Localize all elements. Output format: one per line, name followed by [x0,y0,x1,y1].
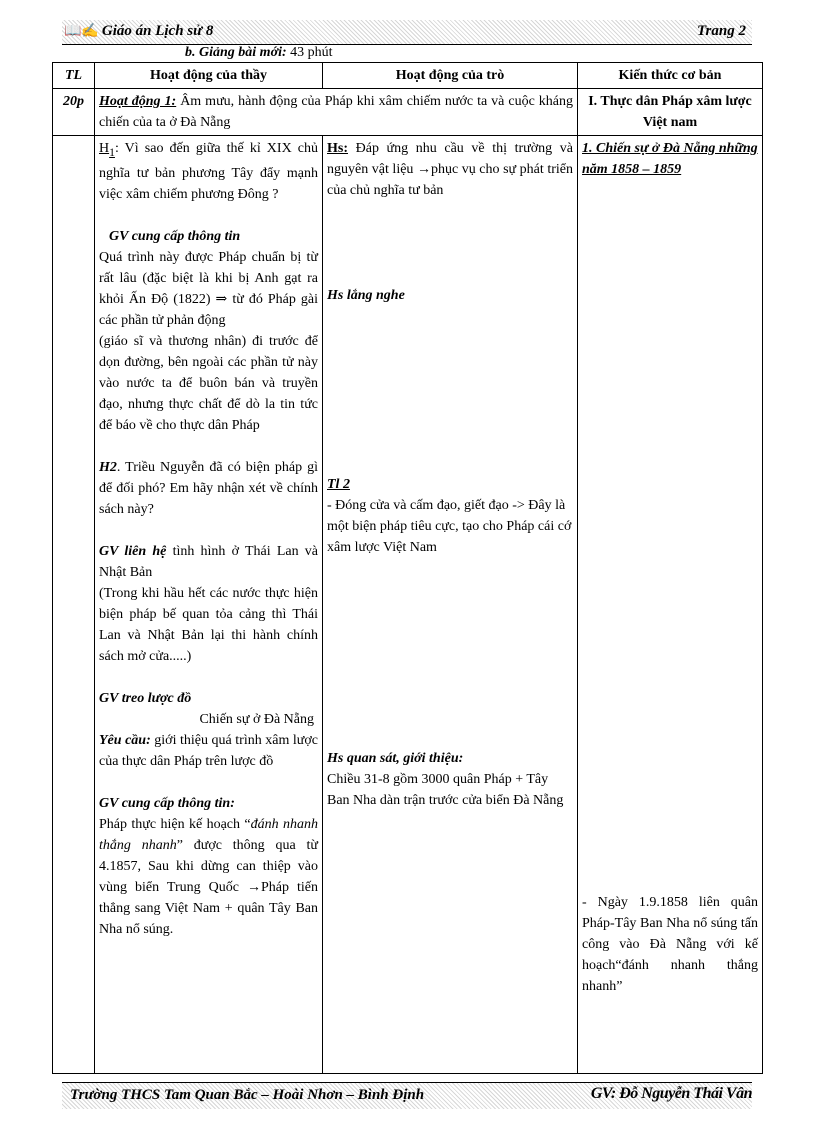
q2-label: H2 [99,459,117,475]
page-number: Trang 2 [696,23,746,39]
header-title: 📖✍ Giáo án Lịch sử 8 [64,23,214,39]
info1-title: GV cung cấp thông tin [109,228,241,244]
map-title: GV treo lược đồ [99,690,192,706]
student-observe-text: Chiều 31-8 gồm 3000 quân Pháp + Tây Ban Nha dàn trận trước cửa biển Đà Nẵng [327,772,564,808]
q2-text: . Triều Nguyễn đã có biện pháp gì để đối phó? Em hãy nhận xét về chính sách này? [99,459,318,517]
info2-plan: đánh nhanh thắng nhanh [99,816,318,853]
request-label: Yêu cầu: [99,732,151,748]
book-pen-icon: 📖✍ [64,24,99,39]
header-tl: TL [53,63,95,89]
link-text: tình hình ở Thái Lan và Nhật Bản [99,543,318,580]
teacher-question-2 [99,457,318,520]
student-answer-1 [327,138,573,201]
footer-teacher: GV: Đỗ Nguyễn Thái Vân [590,1085,752,1102]
header-knowledge: Kiến thức cơ bản [578,63,763,89]
request [99,730,318,772]
activity-text: Âm mưu, hành động của Pháp khi xâm chiếm nước ta và cuộc kháng chiến của ta ở Đà Nẵng [99,94,573,130]
info1-text-a: Quá trình này được Pháp chuẩn bị từ rất lâu (đặc biệt là khi bị Anh gạt ra khỏi Ấn Độ (1822) ⇒ từ đó Pháp gài các phần tử phản động [99,249,318,328]
section-title: I. Thực dân Pháp xâm lược Việt nam [578,89,763,136]
lesson-plan-table [52,62,763,1074]
table-header-row [53,63,763,89]
teacher-cell [95,136,323,1074]
subtitle-value: 43 phút [286,45,333,60]
activity-row [53,89,763,136]
activity-time: 20p [53,89,95,136]
map-name: Chiến sự ở Đà Nẵng [199,711,314,727]
a1-label: Hs: [327,141,348,156]
activity-title [95,89,578,136]
a1-text: Đáp ứng nhu cầu về thị trường và nguyên vật liệu →phục vụ cho sự phát triển của chủ nghĩa tư bản [327,141,573,198]
info1-text-b: (giáo sĩ và thương nhân) đi trước để dọn đường, bên ngoài các phần tử này vào nước ta để buôn bán và truyền đạo, nhưng thực chất để dò la tin tức để báo về cho thực dân Pháp [99,333,318,433]
knowledge-text-1: - Ngày 1.9.1858 liên quân Pháp-Tây Ban Nha nổ súng tấn công vào Đà Nẵng với kế hoạch“đánh nhanh thắng nhanh” [582,895,758,994]
q1-sub: 1 [109,145,115,159]
student-observe-label: Hs quan sát, giới thiệu: [327,751,464,766]
student-answer-2-text: - Đóng cửa và cấm đạo, giết đạo -> Đây là một biện pháp tiêu cực, tạo cho Pháp cái cớ xâm lược Việt Nam [327,498,572,555]
request-text: giới thiệu quá trình xâm lược của thực dân Pháp trên lược đồ [99,732,318,769]
header-student: Hoạt động của trò [323,63,578,89]
page-footer [62,1082,752,1109]
link-title: GV liên hệ [99,543,167,559]
teacher-question-1 [99,138,318,205]
info2-title: GV cung cấp thông tin: [99,795,235,811]
page-header [62,20,752,45]
lesson-subtitle [185,45,333,61]
student-listen: Hs lắng nghe [327,288,405,303]
q1-text: : Vì sao đến giữa thế kỉ XIX chủ nghĩa tư bản phương Tây đẩy mạnh việc xâm chiếm phương Đông ? [99,141,318,202]
header-teacher: Hoạt động của thầy [95,63,323,89]
activity-label: Hoạt động 1: [99,94,177,109]
knowledge-title-1: 1. Chiến sự ở Đà Nẵng những năm 1858 – 1859 [582,141,758,177]
info2-a: Pháp thực hiện kế hoạch “ [99,816,251,832]
knowledge-cell [578,136,763,1074]
q1-label: H [99,141,110,156]
content-row [53,136,763,1074]
link-note: (Trong khi hầu hết các nước thực hiện biện pháp bế quan tỏa cảng thì Thái Lan và Nhật Bản lại thi hành chính sách mở cửa.....) [99,585,318,664]
time-cell-empty [53,136,95,1074]
student-answer-2-label: Tl 2 [327,477,350,492]
subtitle-label: b. Giảng bài mới: [185,45,287,60]
info2-b: ” được thông qua từ 4.1857, Sau khi dừng can thiệp vào vùng biển Trung Quốc →Pháp tiến thẳng sang Việt Nam + quân Tây Ban Nha nổ súng. [99,837,319,937]
info2-text [99,814,318,940]
link-info [99,541,318,583]
student-cell [323,136,578,1074]
footer-school: Trường THCS Tam Quan Bắc – Hoài Nhơn – Bình Định [70,1087,425,1103]
